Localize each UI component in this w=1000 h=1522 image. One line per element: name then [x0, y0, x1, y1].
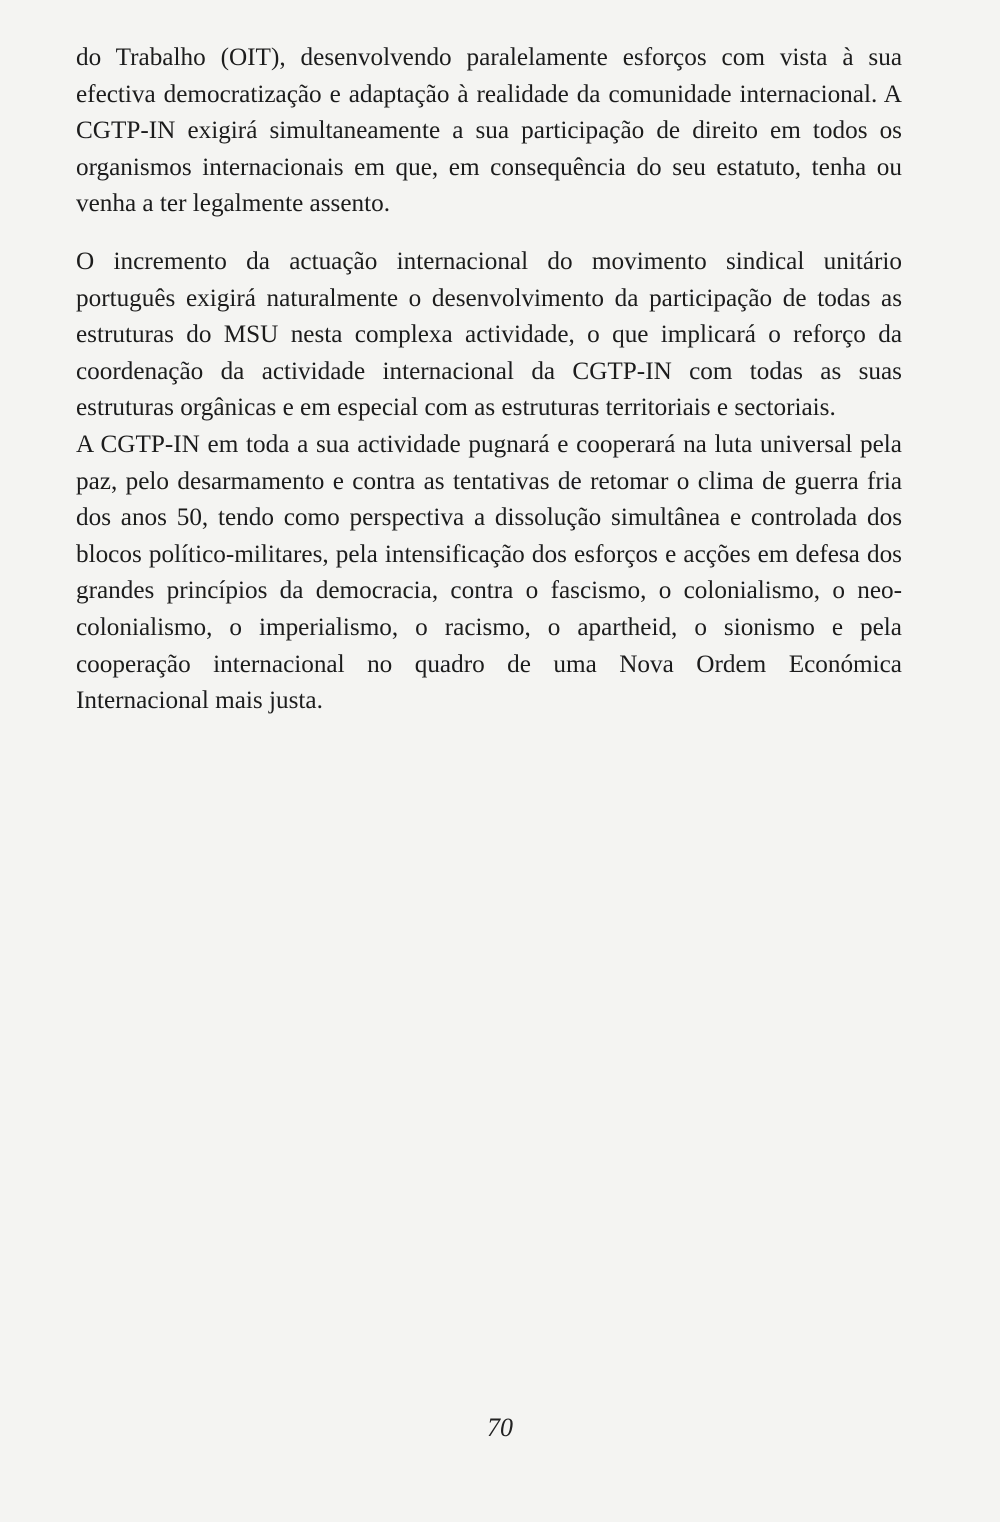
paragraph-msu: O incremento da actuação internacional do movimento sindical unitário português exigirá naturalmente o desenvolvimento da participação de todas as estruturas do MSU nesta complexa actividade, o que implicará o reforço da coordenação da actividade internacional da CGTP-IN com todas as suas estruturas orgânicas e em especial com as estruturas territoriais e sectoriais. — [76, 247, 902, 422]
body-text — [76, 40, 902, 720]
page-number: 70 — [487, 1413, 513, 1442]
paragraph-oit: do Trabalho (OIT), desenvolvendo paralelamente esforços com vista à sua efectiva democratização e adaptação à realidade da comunidade internacional. A CGTP-IN exigirá simultaneamente a sua participação de direito em todos os organismos internacionais em que, em consequência do seu estatuto, tenha ou venha a ter legalmente assento. — [76, 44, 902, 218]
paragraph-paz: A CGTP-IN em toda a sua actividade pugnará e cooperará na luta universal pela paz, pelo desarmamento e contra as tentativas de retomar o clima de guerra fria dos anos 50, tendo como perspectiva a dissolução simultânea e controlada dos blocos político-militares, pela intensificação dos esforços e acções em defesa dos grandes princípios da democracia, contra o fascismo, o colonialismo, o neo-colonialismo, o imperialismo, o racismo, o apartheid, o sionismo e pela cooperação internacional no quadro de uma Nova Ordem Económica Internacional mais justa. — [76, 430, 902, 715]
